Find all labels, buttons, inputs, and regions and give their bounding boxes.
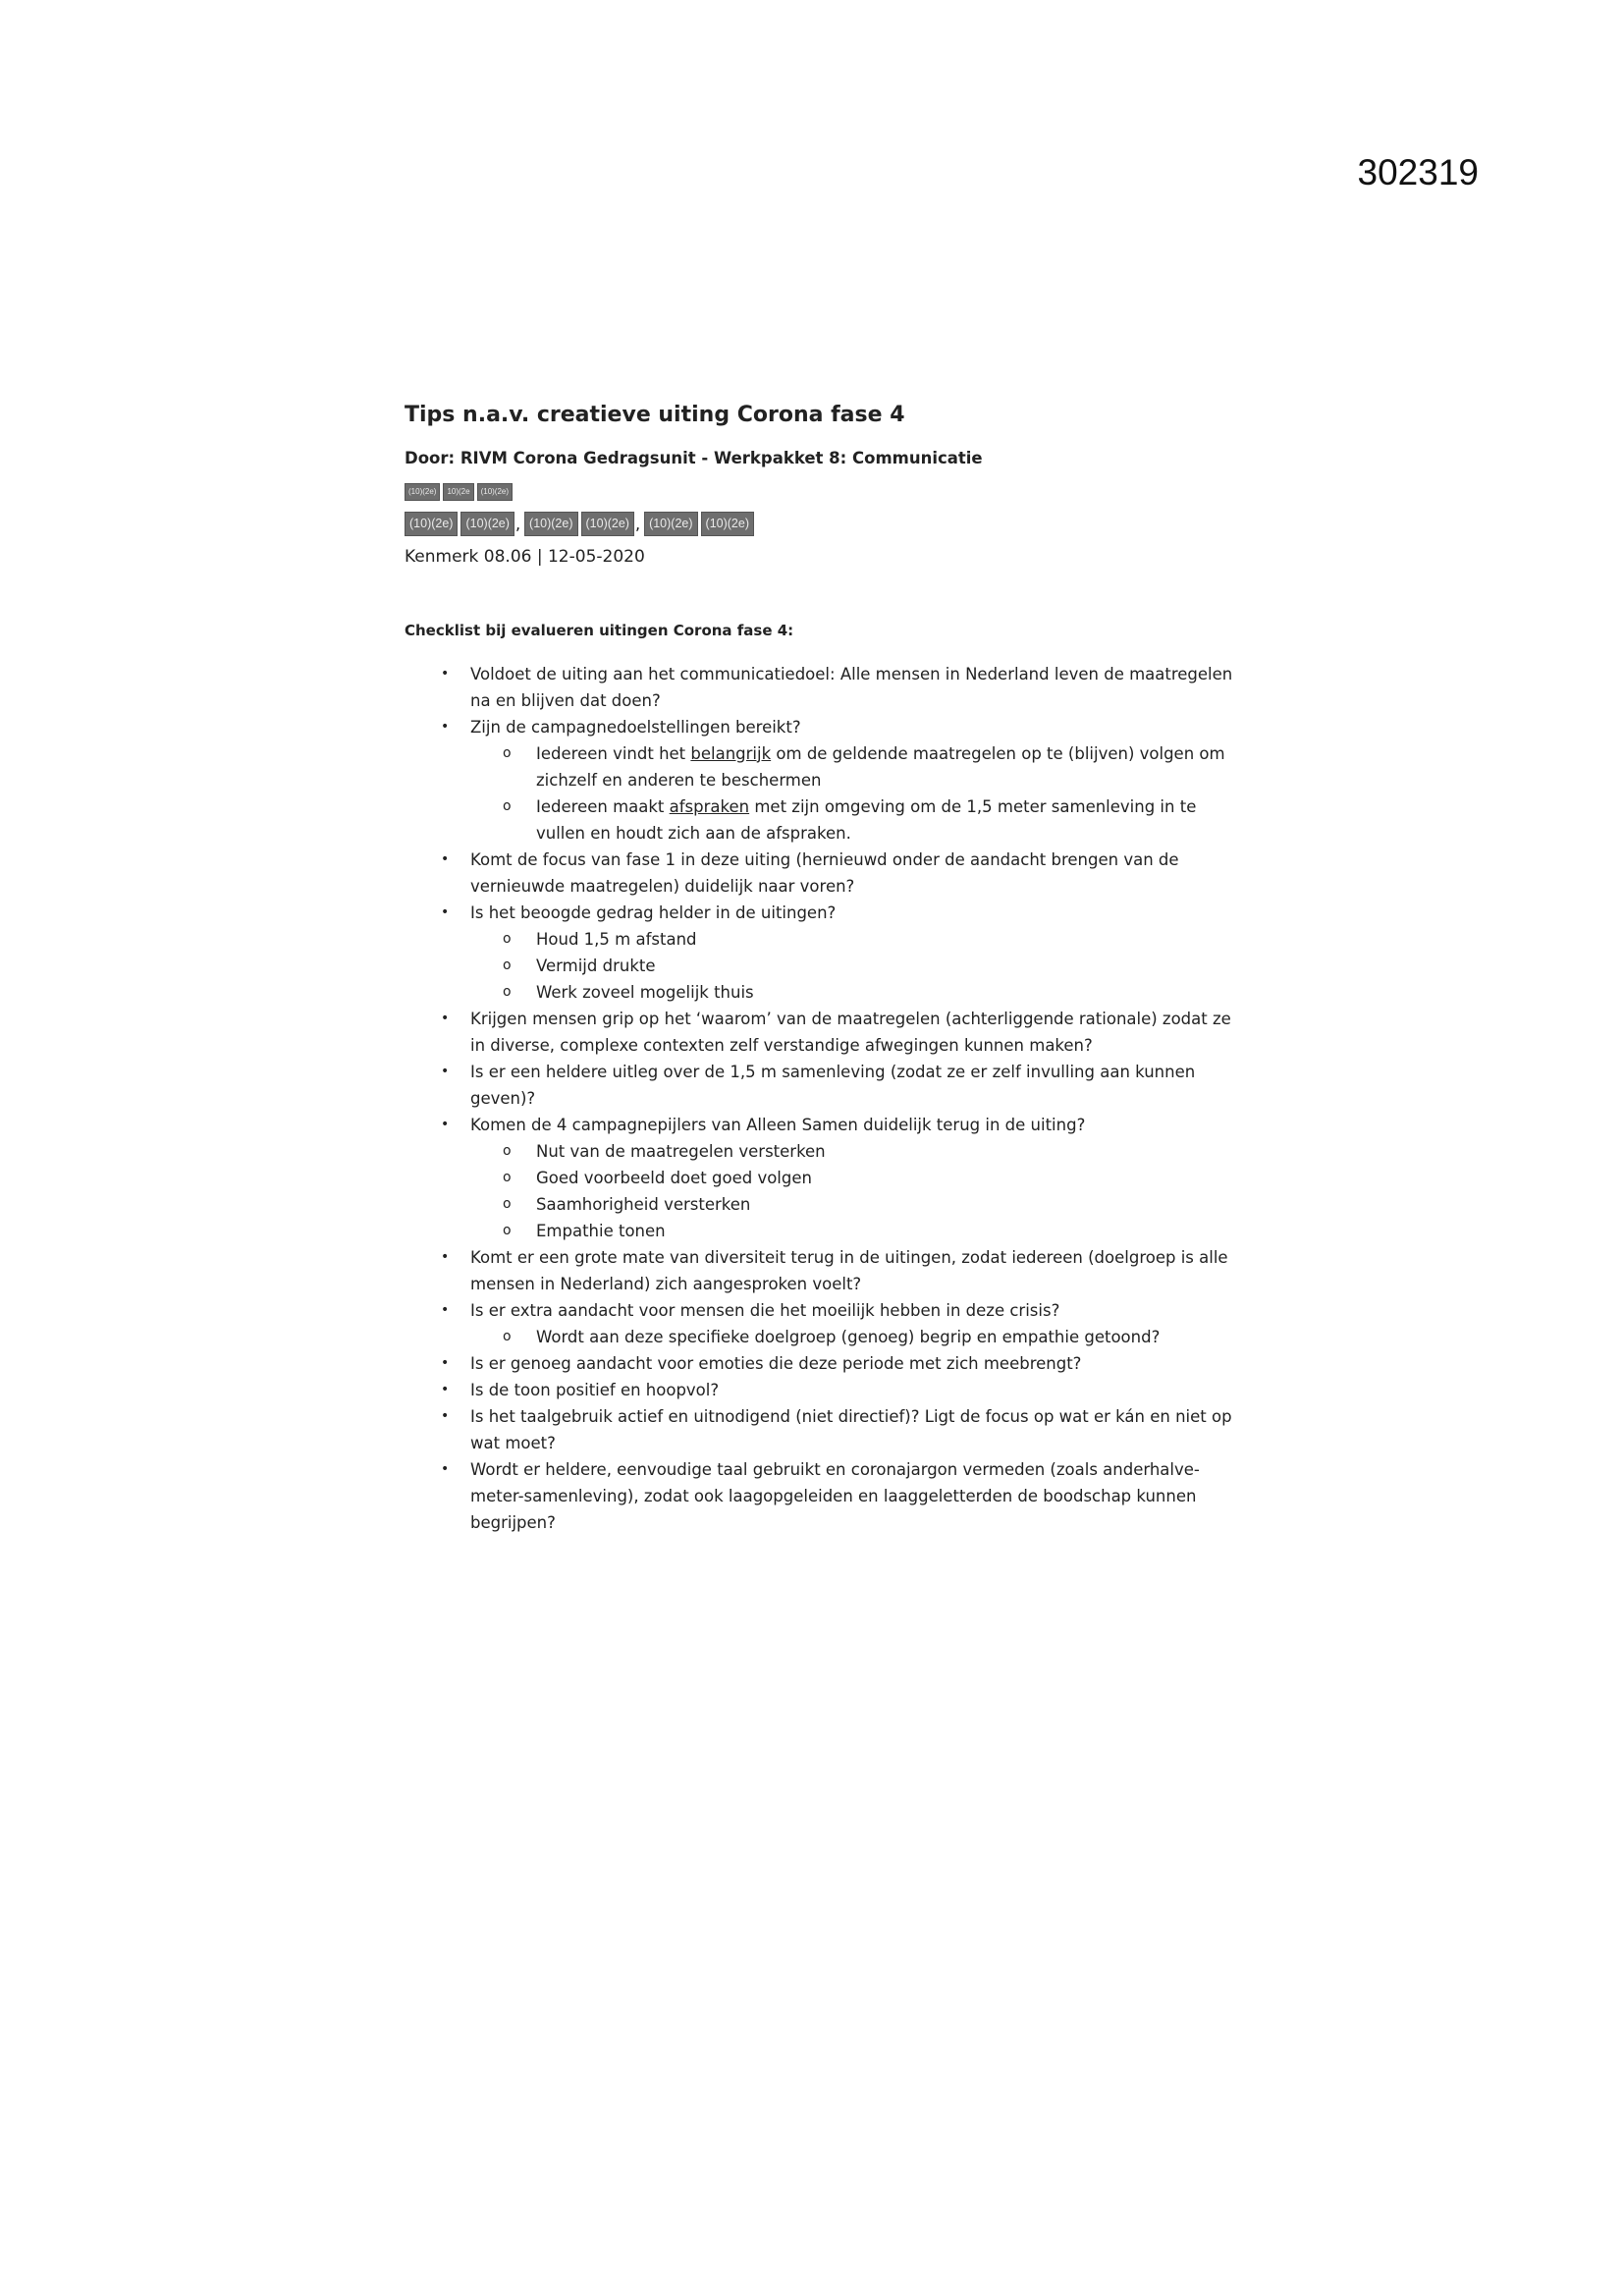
document-author: Door: RIVM Corona Gedragsunit - Werkpakket 8: Communicatie	[405, 449, 983, 467]
redaction-box: (10)(2e)	[405, 483, 440, 501]
sub-bullet-icon: o	[503, 1195, 512, 1212]
checklist	[405, 661, 1239, 1536]
redaction-box: 10)(2e	[443, 483, 473, 501]
redaction-box: (10)(2e)	[644, 512, 697, 536]
bullet-icon: •	[441, 1248, 450, 1265]
sub-bullet-icon: o	[503, 1169, 512, 1185]
sub-checklist-item	[470, 979, 1239, 1006]
checklist-item-text: Krijgen mensen grip op het ‘waarom’ van de maatregelen (achterliggende rationale) zodat ze in diverse, complexe contexten zelf verstandige afwegingen kunnen maken?	[470, 1009, 1231, 1055]
sub-bullet-icon: o	[503, 930, 512, 947]
sub-item-text: met zijn omgeving om de 1,5 meter samenleving in te vullen en houdt zich aan de afspraken.	[536, 796, 1197, 843]
separator-comma: ,	[634, 514, 641, 533]
bullet-icon: •	[441, 1381, 450, 1397]
sub-item-text: Goed voorbeeld doet goed volgen	[536, 1168, 812, 1187]
sub-item-text: Iedereen maakt	[536, 796, 670, 816]
sub-item-text: Saamhorigheid versterken	[536, 1194, 751, 1214]
sub-bullet-icon: o	[503, 957, 512, 973]
sub-item-text: om de geldende maatregelen op te (blijven) volgen om zichzelf en anderen te beschermen	[536, 743, 1225, 790]
document-body	[405, 403, 1239, 1536]
checklist-item-text: Wordt er heldere, eenvoudige taal gebruikt en coronajargon vermeden (zoals anderhalve-meter-samenleving), zodat ook laagopgeleiden en laaggeletterden de boodschap kunnen begrijpen?	[470, 1459, 1200, 1532]
redaction-box: (10)(2e)	[405, 512, 458, 536]
checklist-item	[405, 1456, 1239, 1536]
bullet-icon: •	[441, 665, 450, 682]
bullet-icon: •	[441, 718, 450, 735]
checklist-item	[405, 1059, 1239, 1112]
bullet-icon: •	[441, 1354, 450, 1371]
sub-checklist	[470, 740, 1239, 847]
sub-item-emphasis: belangrijk	[690, 743, 772, 763]
checklist-item-text: Zijn de campagnedoelstellingen bereikt?	[470, 717, 801, 737]
sub-item-text: Iedereen vindt het	[536, 743, 691, 763]
checklist-item	[405, 1350, 1239, 1377]
checklist-item-text: Is het taalgebruik actief en uitnodigend (niet directief)? Ligt de focus op wat er kán en niet op wat moet?	[470, 1406, 1232, 1452]
sub-bullet-icon: o	[503, 1328, 512, 1344]
checklist-item-text: Komt de focus van fase 1 in deze uiting (hernieuwd onder de aandacht brengen van de vernieuwde maatregelen) duidelijk naar voren?	[470, 849, 1179, 896]
checklist-item-text: Komen de 4 campagnepijlers van Alleen Samen duidelijk terug in de uiting?	[470, 1115, 1086, 1134]
checklist-item	[405, 1377, 1239, 1403]
sub-checklist-item	[470, 926, 1239, 953]
sub-checklist	[470, 926, 1239, 1006]
checklist-item-text: Is het beoogde gedrag helder in de uitingen?	[470, 902, 837, 922]
document-number: 302319	[1357, 152, 1479, 192]
sub-checklist-item	[470, 1165, 1239, 1191]
sub-bullet-icon: o	[503, 744, 512, 761]
sub-bullet-icon: o	[503, 1142, 512, 1159]
sub-checklist	[470, 1324, 1239, 1350]
sub-item-text: Werk zoveel mogelijk thuis	[536, 982, 754, 1002]
sub-item-text: Nut van de maatregelen versterken	[536, 1141, 826, 1161]
redaction-box: (10)(2e)	[460, 512, 514, 536]
sub-bullet-icon: o	[503, 797, 512, 814]
checklist-item-text: Is er genoeg aandacht voor emoties die deze periode met zich meebrengt?	[470, 1353, 1082, 1373]
checklist-item-text: Is de toon positief en hoopvol?	[470, 1380, 720, 1399]
bullet-icon: •	[441, 1010, 450, 1026]
checklist-item	[405, 1112, 1239, 1244]
checklist-item	[405, 1403, 1239, 1456]
sub-bullet-icon: o	[503, 1222, 512, 1238]
bullet-icon: •	[441, 903, 450, 920]
checklist-item	[405, 900, 1239, 1006]
redaction-box: (10)(2e)	[524, 512, 577, 536]
checklist-item-text: Is er een heldere uitleg over de 1,5 m samenleving (zodat ze er zelf invulling aan kunnen geven)?	[470, 1062, 1196, 1108]
bullet-icon: •	[441, 1301, 450, 1318]
sub-checklist-item	[470, 740, 1239, 793]
redaction-box: (10)(2e)	[701, 512, 754, 536]
redaction-row-2	[405, 512, 1239, 536]
checklist-item	[405, 1006, 1239, 1059]
checklist-item	[405, 714, 1239, 847]
redaction-row-1	[405, 483, 1239, 501]
sub-checklist-item	[470, 793, 1239, 847]
sub-item-text: Wordt aan deze specifieke doelgroep (genoeg) begrip en empathie getoond?	[536, 1327, 1161, 1346]
sub-bullet-icon: o	[503, 983, 512, 1000]
bullet-icon: •	[441, 1116, 450, 1132]
bullet-icon: •	[441, 1460, 450, 1477]
checklist-item	[405, 1244, 1239, 1297]
document-title: Tips n.a.v. creatieve uiting Corona fase 4	[405, 403, 905, 427]
sub-checklist-item	[470, 953, 1239, 979]
sub-item-text: Vermijd drukte	[536, 956, 656, 975]
sub-item-text: Houd 1,5 m afstand	[536, 929, 697, 949]
bullet-icon: •	[441, 1063, 450, 1079]
checklist-item	[405, 661, 1239, 714]
checklist-item-text: Is er extra aandacht voor mensen die het moeilijk hebben in deze crisis?	[470, 1300, 1060, 1320]
sub-checklist-item	[470, 1218, 1239, 1244]
sub-checklist-item	[470, 1191, 1239, 1218]
sub-checklist	[470, 1138, 1239, 1244]
sub-item-text: Empathie tonen	[536, 1221, 666, 1240]
checklist-item	[405, 1297, 1239, 1350]
checklist-item-text: Komt er een grote mate van diversiteit terug in de uitingen, zodat iedereen (doelgroep is alle mensen in Nederland) zich aangesproken voelt?	[470, 1247, 1228, 1293]
checklist-item	[405, 847, 1239, 900]
sub-checklist-item	[470, 1138, 1239, 1165]
checklist-item-text: Voldoet de uiting aan het communicatiedoel: Alle mensen in Nederland leven de maatregelen na en blijven dat doen?	[470, 664, 1233, 710]
bullet-icon: •	[441, 1407, 450, 1424]
separator-comma: ,	[514, 514, 521, 533]
sub-item-emphasis: afspraken	[669, 796, 750, 816]
redaction-box: (10)(2e)	[581, 512, 634, 536]
checklist-title: Checklist bij evalueren uitingen Corona fase 4:	[405, 621, 794, 639]
sub-checklist-item	[470, 1324, 1239, 1350]
bullet-icon: •	[441, 850, 450, 867]
redaction-box: (10)(2e)	[477, 483, 513, 501]
document-reference: Kenmerk 08.06 | 12-05-2020	[405, 546, 645, 567]
